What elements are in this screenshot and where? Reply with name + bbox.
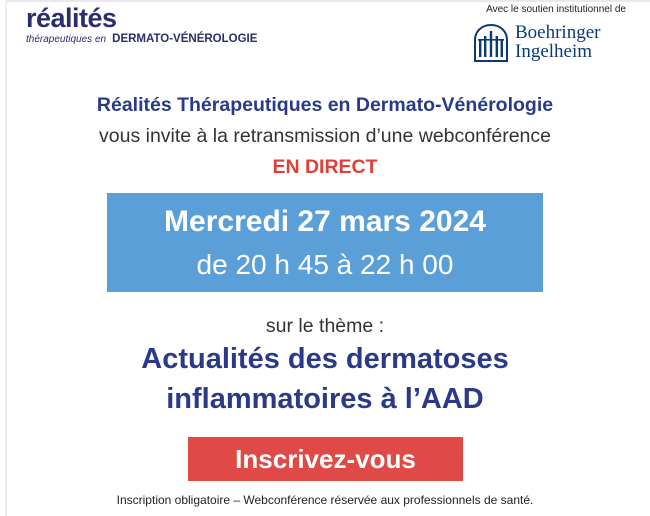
logo-subtitle <box>26 32 257 47</box>
theme-label: sur le thème : <box>265 315 385 337</box>
sponsor-name <box>515 23 600 61</box>
event-date: Mercredi 27 mars 2024 <box>164 205 486 238</box>
left-divider <box>5 0 7 516</box>
invitation-subtitle: vous invite à la retransmission d’une webconférence <box>99 125 551 147</box>
logo-subtitle-bold: DERMATO-VÉNÉROLOGIE <box>112 33 258 45</box>
boehringer-ingelheim-emblem-icon <box>473 24 509 62</box>
invitation-title: Réalités Thérapeutiques en Dermato-Vénérologie <box>96 94 554 116</box>
realites-logo <box>26 2 117 34</box>
footer-note: Inscription obligatoire – Webconférence réservée aux professionnels de santé. <box>116 493 534 507</box>
theme-title-line2: inflammatoires à l’AAD <box>166 383 484 415</box>
theme-title-line1: Actualités des dermatoses <box>141 343 509 375</box>
event-time: de 20 h 45 à 22 h 00 <box>196 249 454 280</box>
event-date-box <box>107 193 543 292</box>
live-badge: EN DIRECT <box>272 156 378 178</box>
sponsor-name-line2: Ingelheim <box>515 41 593 62</box>
register-button[interactable]: Inscrivez-vous <box>188 437 463 481</box>
sponsor-logo <box>473 22 618 64</box>
logo-subtitle-italic: thérapeutiques en <box>26 34 107 45</box>
sponsor-note: Avec le soutien institutionnel de <box>486 4 626 15</box>
logo-wordmark: réalités <box>26 3 117 33</box>
sponsor-name-line1: Boehringer <box>515 22 601 43</box>
